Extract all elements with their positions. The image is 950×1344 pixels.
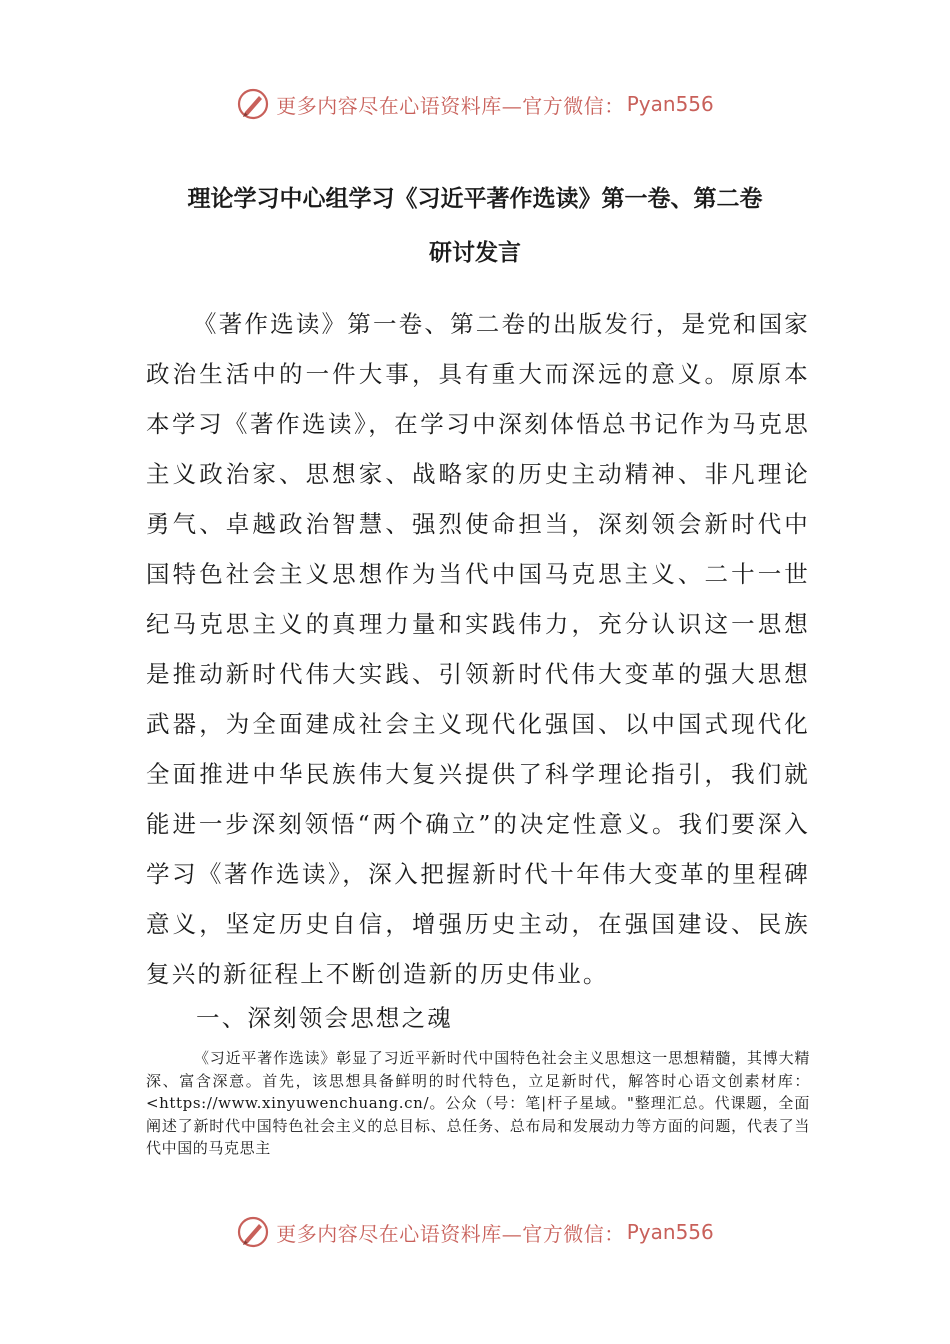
- section-1-paragraph: 《习近平著作选读》彰显了习近平新时代中国特色社会主义思想这一思想精髓，其博大精深、富含深意。首先，该思想具备鲜明的时代特色，立足新时代，解答时心语文创素材库：<https://www.xinyuwenchuang.cn/。公众（号：笔|杆子星域。"整理汇总。代课题，全面阐述了新时代中国特色社会主义的总目标、总任务、总布局和发展动力等方面的问题，代表了当代中国的马克思主: [146, 1049, 810, 1157]
- watermark-text: 更多内容尽在心语资料库—官方微信：: [276, 93, 625, 118]
- document-title: [100, 172, 850, 280]
- pen-logo-icon: [236, 87, 270, 121]
- pen-logo-icon: [236, 1215, 270, 1249]
- watermark-wechat-id: Pyan556: [626, 92, 714, 116]
- title-line-2: 研讨发言: [429, 240, 521, 266]
- watermark-wechat-id: Pyan556: [626, 1220, 714, 1244]
- watermark-text: 更多内容尽在心语资料库—官方微信：: [276, 1221, 625, 1246]
- intro-paragraph: 《著作选读》第一卷、第二卷的出版发行，是党和国家政治生活中的一件大事，具有重大而深远的意义。原原本本学习《著作选读》，在学习中深刻体悟总书记作为马克思主义政治家、思想家、战略家的历史主动精神、非凡理论勇气、卓越政治智慧、强烈使命担当，深刻领会新时代中国特色社会主义思想作为当代中国马克思主义、二十一世纪马克思主义的真理力量和实践伟力，充分认识这一思想是推动新时代伟大实践、引领新时代伟大变革的强大思想武器，为全面建成社会主义现代化强国、以中国式现代化全面推进中华民族伟大复兴提供了科学理论指引，我们就能进一步深刻领悟“两个确立”的决定性意义。我们要深入学习《著作选读》，深入把握新时代十年伟大变革的里程碑意义，坚定历史自信，增强历史主动，在强国建设、民族复兴的新征程上不断创造新的历史伟业。: [146, 310, 810, 988]
- watermark-header: [0, 84, 950, 124]
- title-line-1: 理论学习中心组学习《习近平著作选读》第一卷、第二卷: [187, 186, 763, 212]
- watermark-footer: [0, 1212, 950, 1252]
- section-heading-1: 一、深刻领会思想之魂: [196, 1004, 453, 1032]
